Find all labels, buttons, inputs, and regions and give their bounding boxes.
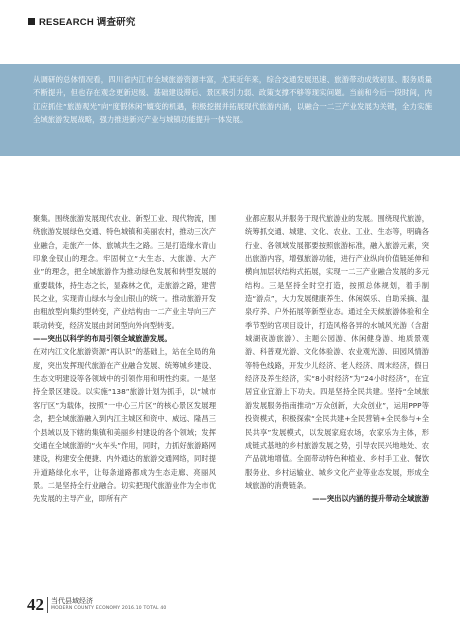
article-paragraph: 业都应服从并服务于现代旅游业的发展。围绕现代旅游，统筹抓交通、城建、文化、农业、工业、生态等，明确各行业、各领域发展都要按照旅游标准，融入旅游元素，突出旅游内容，增强旅游功能，进行产业纵向价值链延伸和横向加层状结构式拓展，实现一二三产业融合发展的多元结构。三是坚持全时空打造，按照总体规划，着手制造“游点”，大力发展健康养生、休闲娱乐、自助采摘、温泉疗养、户外拓展等新型业态。通过全天候旅游体验和全季节型的官项目设计，打造风格各异的水城风光游（含甜城湖夜游旅游）、主题公园游、休闲健身游、地质景观游、科普观光游、文化体验游、农业观光游、田园风情游等特色线路，开发少儿经济、老人经济、周末经济，假日经济及养生经济，实“8小时经济”为“24小时经济”，在宜居宜业宜游上下功夫。四是坚持全民共建。坚持“全域旅游发展服务指南推动”万众创新，大众创业”，运用PPP等投资模式，积极探索“全民共建+全民营销+全民参与+全民共享”发展模式，以发展家庭农场，农家乐为主体，形成链式基地的乡村旅游发展之势，引导农民兴地地处、农产品就地增值。全面带动特色种植业、乡村手工业、餐饮服务业、乡村运输业、城乡文化产业等业态发展，形成全域旅游的消费链条。: [245, 214, 429, 490]
article-paragraph: 聚集。围绕旅游发展现代农业、新型工业、现代物流，围绕旅游发展绿色交通、特色城镇和美丽农村，推动三次产业融合，走旅产一体、旅城共生之路。三是打造缘水青山印象金钗山的理念。牢固树立“大生态、大旅游、大产业”的理念，把全域旅游作为推动绿色发展和转型发展的重要载体，持生态之长，显森林之优，走旅游之路，建营民之业，实现青山绿水与金山银山的统一。推动旅游开发由粗放型向集约型转变，产业结构由一二产业主导向三产联动转变，经济发展由封闭型向外向型转变。: [33, 214, 216, 330]
section-label: RESEARCH 调查研究: [39, 17, 136, 28]
article-subheading: ——突出以内涵的提升带动全域旅游: [312, 494, 429, 504]
square-bullet-icon: [28, 18, 35, 25]
magazine-name: 当代县域经济: [51, 597, 93, 605]
section-header: [28, 14, 136, 28]
article-paragraph: 在对内江文化旅游资源“再认识”的基础上，站在全局的角度，突出发挥现代旅游在产业融合发展、统筹城乡建设、生态文明建设等各领域中的引领作用和明性约束。一是坚持全景区建设。以实施“138”旅游计划为抓手，以“城市客厅区”为载体，按照“一中心三片区”的核心景区发展理念，把全域旅游融入到内江主城区和资中、威远、隆昌三个县域以及下辖的集镇和美丽乡村建设的各个领域；发挥交通在全域旅游的“火车头”作用，同时，力抓好旅游路网建设，构建安全便捷、内外通达的旅游交通网络，同时提升道路绿化水平，让每条道路都成为生态走廊、亮丽风景。二是坚持全行业融合。切实把现代旅游业作为全市优先发展的主导产业，即所有产: [33, 347, 216, 504]
magazine-issue: MODERN COUNTY ECONOMY 2016.10 TOTAL 40: [51, 606, 167, 611]
article-subheading: ——突出以科学的布局引领全域旅游发展。: [33, 334, 172, 344]
page-number: 42: [27, 595, 44, 614]
magazine-info: [51, 597, 167, 613]
footer-divider: [47, 597, 48, 613]
article-column-left: [33, 212, 216, 506]
article-column-right: [245, 212, 429, 506]
page-footer: [27, 596, 167, 613]
abstract-band: [0, 64, 460, 156]
abstract-text: 从调研的总体情况看，四川省内江市全域旅游资源丰富，尤其近年来，综合交通发展迅速、旅游带动成效初显、服务质量不断提升，但也存在观念更新迟缓、基础建设滞后、景区吸引力弱、政策支撑不够等现实问题。当前和今后一段时间，内江应抓住“旅游观光”向“度假休闲”嬗变的机遇，积极挖掘并拓展现代旅游内涵，以融合一二三产业发展为关键，全力实施全域旅游发展战略，强力推进新兴产业与城镇功能提升一体发展。: [33, 75, 432, 125]
